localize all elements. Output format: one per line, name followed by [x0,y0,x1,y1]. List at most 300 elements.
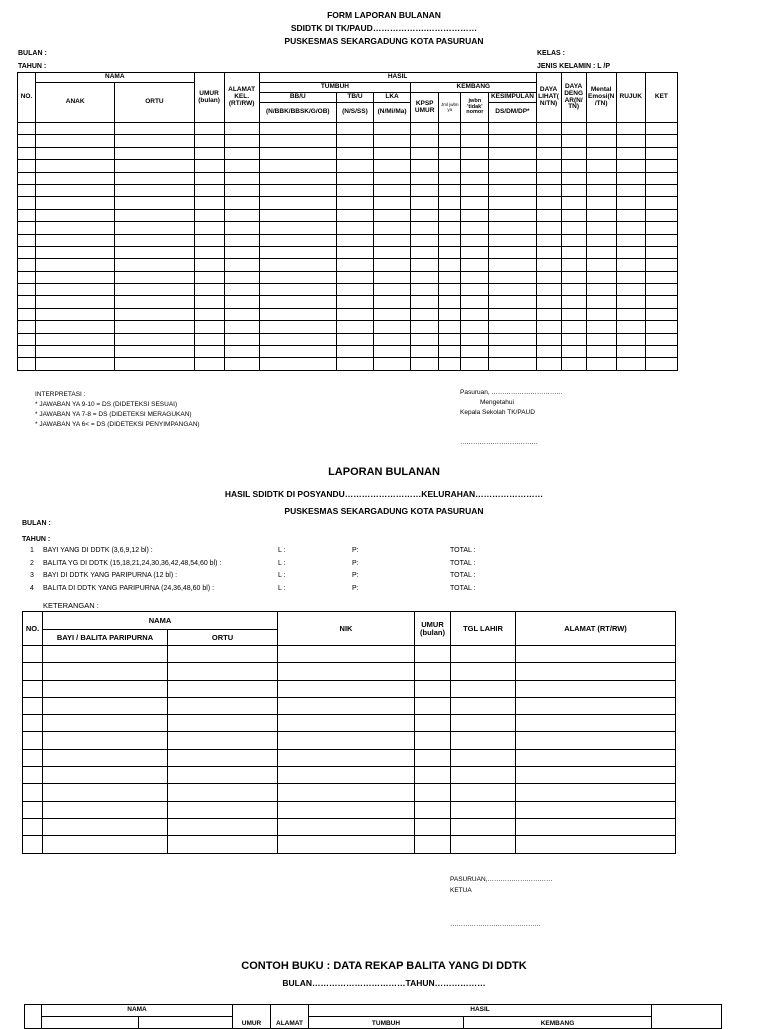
table-cell[interactable] [18,197,36,209]
table-cell[interactable] [43,697,168,714]
table-cell[interactable] [336,160,373,172]
table-cell[interactable] [259,358,336,370]
table-cell[interactable] [374,259,411,271]
table-cell[interactable] [259,246,336,258]
table-cell[interactable] [224,308,259,320]
table-cell[interactable] [23,749,43,766]
table-cell[interactable] [645,271,677,283]
table-cell[interactable] [224,284,259,296]
table-cell[interactable] [586,259,616,271]
table-cell[interactable] [439,234,461,246]
table-cell[interactable] [451,767,516,784]
table-cell[interactable] [411,123,439,135]
table-cell[interactable] [516,836,676,853]
table-cell[interactable] [115,296,194,308]
table-cell[interactable] [278,749,415,766]
table-cell[interactable] [224,123,259,135]
table-cell[interactable] [278,767,415,784]
table-cell[interactable] [516,767,676,784]
table-cell[interactable] [586,172,616,184]
table-cell[interactable] [168,818,278,835]
table-cell[interactable] [461,123,489,135]
table-cell[interactable] [561,346,586,358]
table-cell[interactable] [36,284,115,296]
table-cell[interactable] [259,184,336,196]
table-cell[interactable] [224,234,259,246]
table-cell[interactable] [336,308,373,320]
table-cell[interactable] [23,767,43,784]
table-cell[interactable] [18,284,36,296]
table-cell[interactable] [536,346,561,358]
table-cell[interactable] [18,321,36,333]
table-cell[interactable] [451,732,516,749]
table-cell[interactable] [645,284,677,296]
table-cell[interactable] [411,246,439,258]
table-cell[interactable] [336,123,373,135]
table-cell[interactable] [586,358,616,370]
table-cell[interactable] [415,715,451,732]
table-cell[interactable] [18,259,36,271]
table-cell[interactable] [489,197,536,209]
table-cell[interactable] [439,321,461,333]
table-cell[interactable] [36,123,115,135]
table-cell[interactable] [374,160,411,172]
table-cell[interactable] [645,296,677,308]
table-cell[interactable] [616,184,645,196]
table-cell[interactable] [616,160,645,172]
table-cell[interactable] [561,271,586,283]
table-cell[interactable] [374,184,411,196]
table-cell[interactable] [451,646,516,663]
table-cell[interactable] [23,680,43,697]
table-cell[interactable] [23,732,43,749]
table-cell[interactable] [616,209,645,221]
table-cell[interactable] [616,358,645,370]
table-cell[interactable] [194,172,224,184]
table-cell[interactable] [36,308,115,320]
table-cell[interactable] [194,160,224,172]
table-cell[interactable] [23,818,43,835]
table-cell[interactable] [259,197,336,209]
table-cell[interactable] [516,663,676,680]
table-cell[interactable] [23,646,43,663]
table-cell[interactable] [18,346,36,358]
table-cell[interactable] [115,358,194,370]
table-cell[interactable] [43,680,168,697]
table-cell[interactable] [616,135,645,147]
table-cell[interactable] [439,123,461,135]
table-cell[interactable] [461,209,489,221]
table-cell[interactable] [224,147,259,159]
table-cell[interactable] [18,135,36,147]
table-cell[interactable] [36,172,115,184]
table-cell[interactable] [616,346,645,358]
table-cell[interactable] [374,271,411,283]
table-cell[interactable] [115,284,194,296]
table-cell[interactable] [374,172,411,184]
table-cell[interactable] [439,184,461,196]
table-cell[interactable] [36,333,115,345]
table-cell[interactable] [489,135,536,147]
table-cell[interactable] [616,197,645,209]
table-cell[interactable] [489,358,536,370]
table-cell[interactable] [168,749,278,766]
table-cell[interactable] [224,172,259,184]
table-cell[interactable] [586,209,616,221]
table-cell[interactable] [18,209,36,221]
table-cell[interactable] [336,284,373,296]
table-cell[interactable] [645,123,677,135]
table-cell[interactable] [36,147,115,159]
table-cell[interactable] [645,321,677,333]
table-cell[interactable] [439,308,461,320]
table-cell[interactable] [461,308,489,320]
table-cell[interactable] [374,246,411,258]
table-cell[interactable] [336,184,373,196]
table-cell[interactable] [194,197,224,209]
table-cell[interactable] [516,732,676,749]
table-cell[interactable] [194,271,224,283]
table-cell[interactable] [645,246,677,258]
table-cell[interactable] [516,818,676,835]
table-cell[interactable] [224,271,259,283]
table-cell[interactable] [43,646,168,663]
table-cell[interactable] [489,333,536,345]
table-cell[interactable] [224,346,259,358]
table-cell[interactable] [224,259,259,271]
table-cell[interactable] [439,222,461,234]
table-cell[interactable] [586,271,616,283]
table-cell[interactable] [411,296,439,308]
table-cell[interactable] [259,296,336,308]
table-cell[interactable] [259,333,336,345]
table-cell[interactable] [461,296,489,308]
table-cell[interactable] [461,222,489,234]
table-cell[interactable] [561,123,586,135]
table-cell[interactable] [415,732,451,749]
table-cell[interactable] [374,209,411,221]
table-cell[interactable] [561,259,586,271]
table-cell[interactable] [586,147,616,159]
table-cell[interactable] [168,836,278,853]
table-cell[interactable] [489,222,536,234]
table-cell[interactable] [23,715,43,732]
table-cell[interactable] [194,123,224,135]
table-cell[interactable] [415,801,451,818]
table-cell[interactable] [43,767,168,784]
table-cell[interactable] [115,308,194,320]
table-cell[interactable] [536,259,561,271]
table-cell[interactable] [23,784,43,801]
table-cell[interactable] [461,197,489,209]
table-cell[interactable] [561,209,586,221]
table-cell[interactable] [259,284,336,296]
table-cell[interactable] [336,346,373,358]
table-cell[interactable] [516,680,676,697]
table-cell[interactable] [415,818,451,835]
table-cell[interactable] [536,147,561,159]
table-cell[interactable] [586,197,616,209]
table-cell[interactable] [411,135,439,147]
table-cell[interactable] [411,284,439,296]
table-cell[interactable] [439,358,461,370]
table-cell[interactable] [411,160,439,172]
table-cell[interactable] [411,209,439,221]
table-cell[interactable] [18,271,36,283]
table-cell[interactable] [536,222,561,234]
table-cell[interactable] [411,271,439,283]
table-cell[interactable] [489,271,536,283]
table-cell[interactable] [23,663,43,680]
table-cell[interactable] [561,308,586,320]
table-cell[interactable] [115,184,194,196]
table-cell[interactable] [451,801,516,818]
table-cell[interactable] [23,801,43,818]
table-cell[interactable] [36,246,115,258]
table-cell[interactable] [451,680,516,697]
table-cell[interactable] [561,358,586,370]
table-cell[interactable] [224,197,259,209]
table-cell[interactable] [115,333,194,345]
table-cell[interactable] [561,333,586,345]
table-cell[interactable] [536,246,561,258]
table-cell[interactable] [616,296,645,308]
table-cell[interactable] [461,358,489,370]
table-cell[interactable] [336,271,373,283]
table-cell[interactable] [36,271,115,283]
table-cell[interactable] [278,801,415,818]
table-cell[interactable] [586,284,616,296]
table-cell[interactable] [115,172,194,184]
table-cell[interactable] [415,749,451,766]
table-cell[interactable] [336,296,373,308]
table-cell[interactable] [194,184,224,196]
table-cell[interactable] [645,358,677,370]
table-cell[interactable] [18,123,36,135]
table-cell[interactable] [194,209,224,221]
table-cell[interactable] [415,646,451,663]
table-cell[interactable] [224,160,259,172]
table-cell[interactable] [194,147,224,159]
table-cell[interactable] [411,321,439,333]
table-cell[interactable] [451,715,516,732]
table-cell[interactable] [586,321,616,333]
table-cell[interactable] [36,259,115,271]
table-cell[interactable] [645,197,677,209]
table-cell[interactable] [374,147,411,159]
table-cell[interactable] [224,296,259,308]
table-cell[interactable] [461,234,489,246]
table-cell[interactable] [336,358,373,370]
table-cell[interactable] [451,818,516,835]
table-cell[interactable] [259,222,336,234]
table-cell[interactable] [18,296,36,308]
table-cell[interactable] [18,147,36,159]
table-cell[interactable] [536,321,561,333]
table-cell[interactable] [259,346,336,358]
table-cell[interactable] [586,234,616,246]
table-cell[interactable] [536,160,561,172]
table-cell[interactable] [374,197,411,209]
table-cell[interactable] [278,836,415,853]
table-cell[interactable] [616,308,645,320]
table-cell[interactable] [586,184,616,196]
table-cell[interactable] [23,697,43,714]
table-cell[interactable] [224,135,259,147]
table-cell[interactable] [461,135,489,147]
table-cell[interactable] [336,197,373,209]
table-cell[interactable] [18,358,36,370]
table-cell[interactable] [439,271,461,283]
table-cell[interactable] [536,358,561,370]
table-cell[interactable] [586,246,616,258]
table-cell[interactable] [336,222,373,234]
table-cell[interactable] [451,836,516,853]
table-cell[interactable] [43,818,168,835]
table-cell[interactable] [516,715,676,732]
table-cell[interactable] [561,197,586,209]
table-cell[interactable] [461,346,489,358]
table-cell[interactable] [36,197,115,209]
table-cell[interactable] [461,160,489,172]
table-cell[interactable] [645,184,677,196]
table-cell[interactable] [194,135,224,147]
table-cell[interactable] [194,259,224,271]
table-cell[interactable] [616,246,645,258]
table-cell[interactable] [336,259,373,271]
table-cell[interactable] [18,222,36,234]
table-cell[interactable] [489,259,536,271]
table-cell[interactable] [194,246,224,258]
table-cell[interactable] [259,271,336,283]
table-cell[interactable] [645,147,677,159]
table-cell[interactable] [536,333,561,345]
table-cell[interactable] [36,234,115,246]
table-cell[interactable] [194,222,224,234]
table-cell[interactable] [224,209,259,221]
table-cell[interactable] [336,333,373,345]
table-cell[interactable] [411,222,439,234]
table-cell[interactable] [586,135,616,147]
table-cell[interactable] [374,308,411,320]
table-cell[interactable] [645,172,677,184]
table-cell[interactable] [43,663,168,680]
table-cell[interactable] [616,147,645,159]
table-cell[interactable] [489,346,536,358]
table-cell[interactable] [561,160,586,172]
table-cell[interactable] [194,284,224,296]
table-cell[interactable] [461,259,489,271]
table-cell[interactable] [115,135,194,147]
table-cell[interactable] [115,259,194,271]
table-cell[interactable] [278,715,415,732]
table-cell[interactable] [259,308,336,320]
table-cell[interactable] [224,246,259,258]
table-cell[interactable] [516,749,676,766]
table-cell[interactable] [374,358,411,370]
table-cell[interactable] [194,321,224,333]
table-cell[interactable] [194,358,224,370]
table-cell[interactable] [439,147,461,159]
table-cell[interactable] [536,284,561,296]
table-cell[interactable] [561,184,586,196]
table-cell[interactable] [516,801,676,818]
table-cell[interactable] [415,836,451,853]
table-cell[interactable] [194,296,224,308]
table-cell[interactable] [411,234,439,246]
table-cell[interactable] [616,284,645,296]
table-cell[interactable] [439,135,461,147]
table-cell[interactable] [451,697,516,714]
table-cell[interactable] [415,767,451,784]
table-cell[interactable] [561,234,586,246]
table-cell[interactable] [461,172,489,184]
table-cell[interactable] [336,172,373,184]
table-cell[interactable] [259,160,336,172]
table-cell[interactable] [536,234,561,246]
table-cell[interactable] [489,246,536,258]
table-cell[interactable] [168,784,278,801]
table-cell[interactable] [168,715,278,732]
table-cell[interactable] [489,321,536,333]
table-cell[interactable] [224,358,259,370]
table-cell[interactable] [278,818,415,835]
table-cell[interactable] [489,284,536,296]
table-cell[interactable] [18,172,36,184]
table-cell[interactable] [43,732,168,749]
table-cell[interactable] [36,321,115,333]
table-cell[interactable] [194,308,224,320]
table-cell[interactable] [461,184,489,196]
table-cell[interactable] [536,296,561,308]
table-cell[interactable] [115,209,194,221]
table-cell[interactable] [36,184,115,196]
table-cell[interactable] [411,358,439,370]
table-cell[interactable] [561,222,586,234]
table-cell[interactable] [168,680,278,697]
table-cell[interactable] [439,209,461,221]
table-cell[interactable] [168,646,278,663]
table-cell[interactable] [439,346,461,358]
table-cell[interactable] [461,246,489,258]
table-cell[interactable] [461,333,489,345]
table-cell[interactable] [278,697,415,714]
table-cell[interactable] [411,259,439,271]
table-cell[interactable] [115,123,194,135]
table-cell[interactable] [23,836,43,853]
table-cell[interactable] [18,308,36,320]
table-cell[interactable] [336,147,373,159]
table-cell[interactable] [259,259,336,271]
table-cell[interactable] [439,259,461,271]
table-cell[interactable] [115,197,194,209]
table-cell[interactable] [194,333,224,345]
table-cell[interactable] [278,646,415,663]
table-cell[interactable] [18,184,36,196]
table-cell[interactable] [115,234,194,246]
table-cell[interactable] [374,333,411,345]
table-cell[interactable] [168,801,278,818]
table-cell[interactable] [278,663,415,680]
table-cell[interactable] [561,172,586,184]
table-cell[interactable] [415,680,451,697]
table-cell[interactable] [489,123,536,135]
table-cell[interactable] [18,333,36,345]
table-cell[interactable] [374,321,411,333]
table-cell[interactable] [451,749,516,766]
table-cell[interactable] [115,321,194,333]
table-cell[interactable] [115,271,194,283]
